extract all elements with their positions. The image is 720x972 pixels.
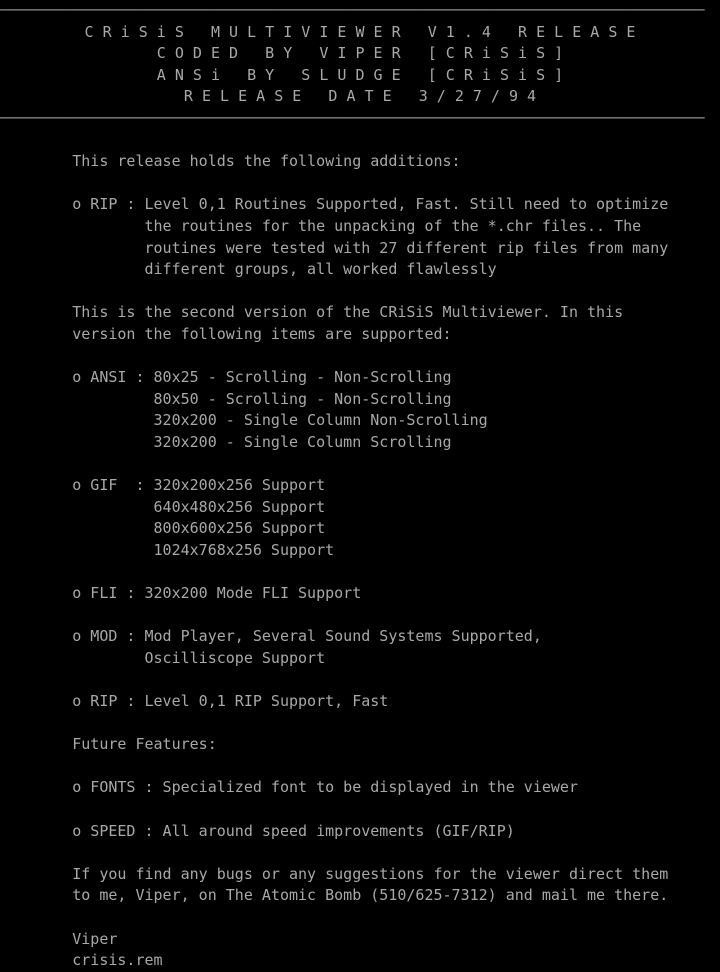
- fonts-item-line: o FONTS : Specialized font to be displayed in the viewer: [0, 778, 578, 797]
- mod-item-line-1: o MOD : Mod Player, Several Sound Systems Supported,: [0, 627, 542, 646]
- ansi-item-line-3: 320x200 - Single Column Non-Scrolling: [0, 411, 488, 430]
- ansi-item-line-2: 80x50 - Scrolling - Non-Scrolling: [0, 389, 452, 408]
- contact-line-2: to me, Viper, on The Atomic Bomb (510/625-7312) and mail me there.: [0, 886, 669, 905]
- top-rule: ──────────────────────────────────────────────────────────────────────────────: [0, 1, 705, 19]
- future-features-line: Future Features:: [0, 735, 217, 754]
- blank-line: [0, 842, 720, 864]
- second-version-line-2: version the following items are supported:: [0, 324, 452, 343]
- intro-line: This release holds the following additions:: [0, 152, 461, 171]
- rip-item-line-1: o RIP : Level 0,1 Routines Supported, Fast. Still need to optimize: [0, 195, 669, 214]
- header-release-date: R E L E A S E D A T E 3 / 2 7 / 9 4: [183, 87, 537, 106]
- blank-line: [0, 669, 720, 691]
- rip-item-line-4: different groups, all worked flawlessly: [0, 260, 497, 279]
- blank-line: [0, 173, 720, 195]
- fli-item-line: o FLI : 320x200 Mode FLI Support: [0, 584, 362, 603]
- blank-line: [0, 799, 720, 821]
- signature-line: Viper: [0, 929, 118, 948]
- blank-line: [0, 281, 720, 303]
- rip-support-line: o RIP : Level 0,1 RIP Support, Fast: [0, 692, 389, 710]
- second-version-line-1: This is the second version of the CRiSiS Multiviewer. In this: [0, 303, 624, 322]
- header-coded-by: C O D E D B Y V I P E R [ C R i S i S ]: [156, 44, 564, 63]
- blank-line: [0, 453, 720, 475]
- gif-item-line-4: 1024x768x256 Support: [0, 540, 335, 559]
- blank-line: [0, 713, 720, 735]
- blank-line: [0, 346, 720, 368]
- blank-line: [0, 561, 720, 583]
- filename-line: crisis.rem: [0, 951, 163, 970]
- header-ansi-by: A N S i B Y S L U D G E [ C R i S i S ]: [156, 65, 564, 84]
- blank-line: [0, 605, 720, 627]
- gif-item-line-3: 800x600x256 Support: [0, 519, 326, 538]
- gif-item-line-2: 640x480x256 Support: [0, 497, 326, 516]
- mod-item-line-2: Oscilliscope Support: [0, 648, 326, 667]
- bottom-rule: ──────────────────────────────────────────────────────────────────────────────: [0, 108, 705, 127]
- ansi-item-line-1: o ANSI : 80x25 - Scrolling - Non-Scrolling: [0, 368, 452, 387]
- blank-line: [0, 907, 720, 929]
- gif-item-line-1: o GIF : 320x200x256 Support: [0, 476, 326, 495]
- rip-item-line-3: routines were tested with 27 different rip files from many: [0, 238, 669, 257]
- speed-item-line: o SPEED : All around speed improvements (GIF/RIP): [0, 821, 515, 840]
- ansi-item-line-4: 320x200 - Single Column Scrolling: [0, 432, 452, 451]
- header-title: C R i S i S M U L T I V I E W E R V 1 . 4 R E L E A S E: [84, 22, 636, 41]
- rip-item-line-2: the routines for the unpacking of the *.chr files.. The: [0, 216, 642, 235]
- blank-line: [0, 130, 720, 152]
- contact-line-1: If you find any bugs or any suggestions for the viewer direct them: [0, 864, 669, 883]
- blank-line: [0, 756, 720, 778]
